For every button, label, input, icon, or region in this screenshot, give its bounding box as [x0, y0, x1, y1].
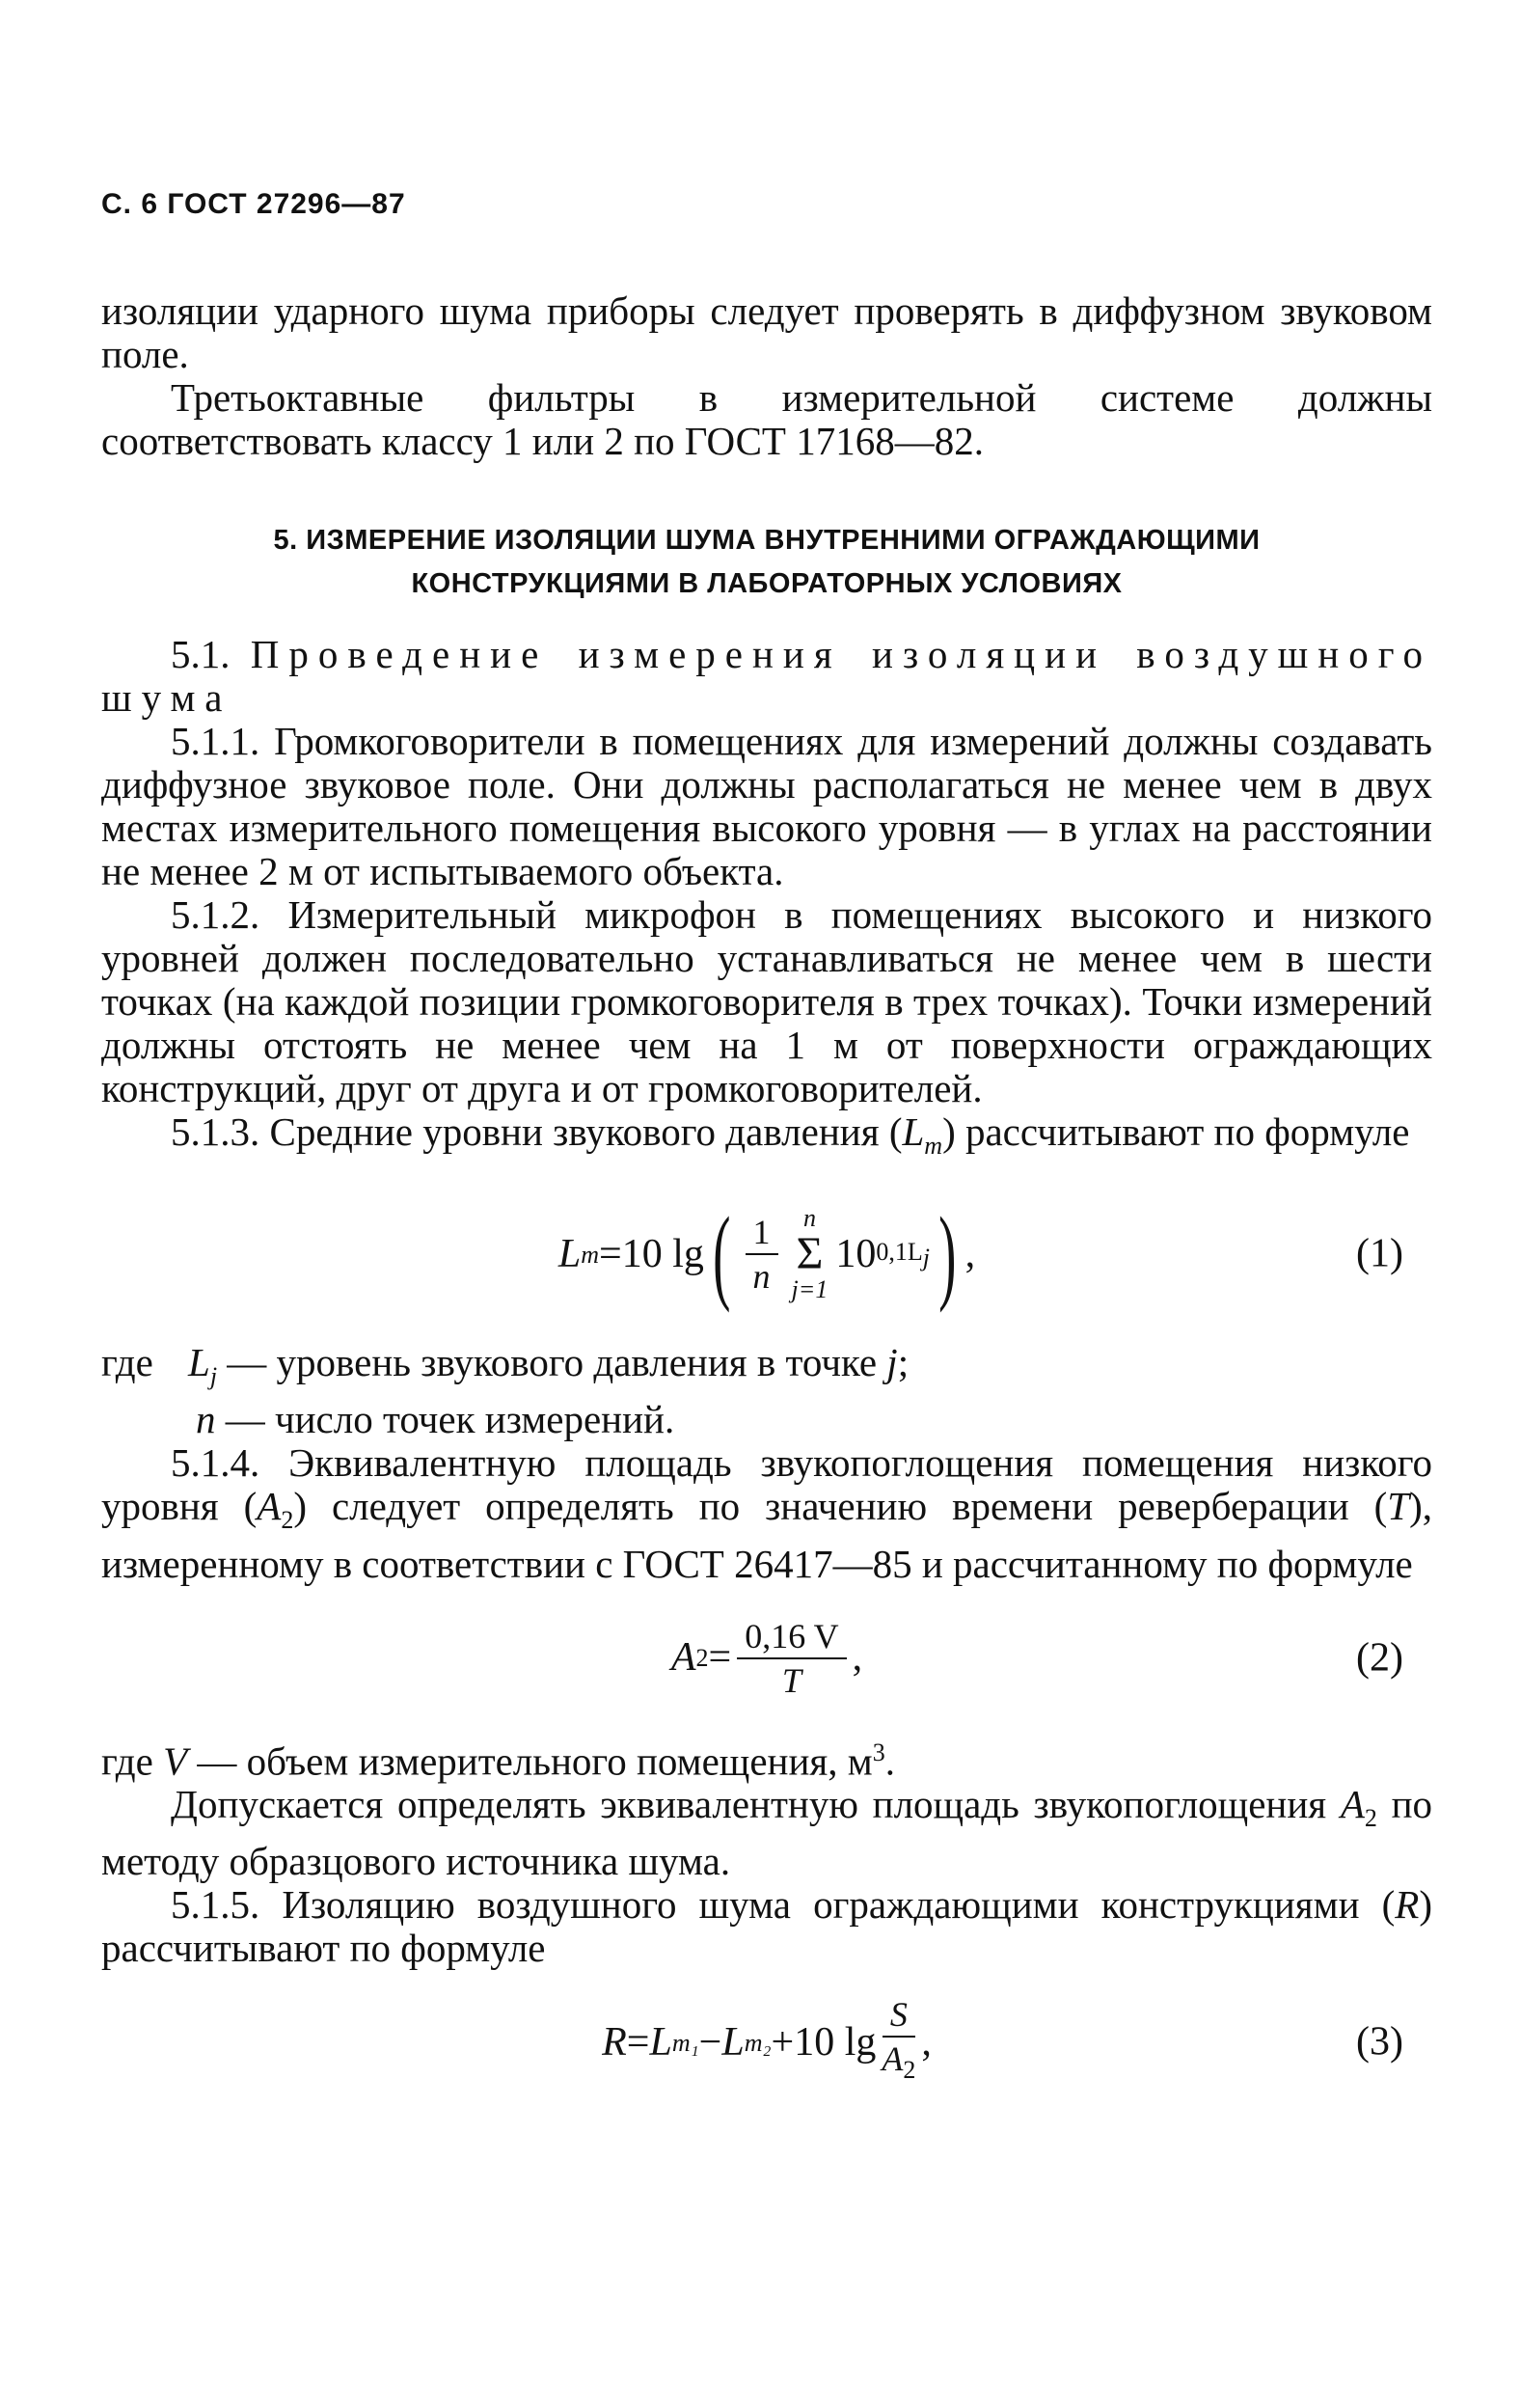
right-paren: )	[938, 1195, 957, 1314]
where-1: где $L_j$ — уровень звукового давления в точке j; n — число точек измерений.	[101, 1340, 910, 1442]
left-paren: (	[713, 1195, 731, 1314]
equation-3	[101, 1980, 1432, 2105]
equation-2-body: A 2 = $\frac{0,16 V}{T}$ ,	[670, 1616, 863, 1700]
equation-3-body: R = L m₁ − L m₂ +10 lg $\frac{S}{A_2}$ ,	[602, 1995, 932, 2090]
summation: n Σ j=1	[791, 1204, 828, 1304]
equation-1-number: (1)	[1356, 1231, 1403, 1276]
section-5-title-line1: 5. ИЗМЕРЕНИЕ ИЗОЛЯЦИИ ШУМА ВНУТРЕННИМИ ОГРАЖДАЮЩИМИ	[273, 525, 1261, 556]
clause-5-1-4: 5.1.4. Эквивалентную площадь звукопоглощения помещения низкого уровня $(A_2)$ следует определять по значению времени реверберации (T), измеренному в соответствии с ГОСТ 26417—85 и рассчитанному по формуле	[101, 1440, 1433, 1586]
section-5-title	[101, 519, 1432, 606]
body-text	[101, 289, 1432, 2115]
where-2: где V — объем измерительного помещения, $м^3$.	[101, 1738, 895, 1784]
section-5-title-line2: КОНСТРУКЦИЯМИ В ЛАБОРАТОРНЫХ УСЛОВИЯХ	[411, 568, 1123, 599]
clause-5-1-3: 5.1.3. Средние уровни звукового давления $(L_m)$ рассчитывают по формуле	[171, 1109, 1410, 1161]
subsection-5-1-title: Проведение измерения изоляции воздушного шума	[101, 632, 1432, 720]
clause-5-1-2: 5.1.2. Измерительный микрофон в помещениях высокого и низкого уровней должен последовательно устанавливаться не менее чем в шести точках (на каждой позиции громкоговорителя в трех точках). Точки измерений должны отстоять не менее чем на 1 м от поверхности ограждающих конструкций, друг от друга и от громкоговорителей.	[101, 892, 1432, 1110]
clause-5-1-5: 5.1.5. Изоляцию воздушного шума ограждающими конструкциями (R) рассчитывают по формуле	[101, 1882, 1432, 1971]
paragraph-filters: Третьоктавные фильтры в измерительной системе должны соответствовать классу 1 или 2 по ГОСТ 17168—82.	[101, 375, 1432, 463]
fraction-1-over-n: $\frac{1}{n}$	[746, 1213, 778, 1296]
running-head: С. 6 ГОСТ 27296—87	[101, 188, 406, 220]
paragraph-allowed: Допускается определять эквивалентную площадь звукопоглощения $A_2$ по методу образцового источника шума.	[101, 1782, 1433, 1884]
equation-2-number: (2)	[1356, 1635, 1403, 1681]
equation-1	[101, 1177, 1432, 1331]
paragraph-continuation: изоляции ударного шума приборы следует проверять в диффузном звуковом поле.	[101, 288, 1432, 376]
clause-5-1-1: 5.1.1. Громкоговорители в помещениях для измерений должны создавать диффузное звуковое поле. Они должны располагаться не менее чем в двух местах измерительного помещения высокого уровня — в углах на расстоянии не менее 2 м от испытываемого объекта.	[101, 719, 1432, 893]
equation-1-body: L m =10 lg ( $\frac{1}{n}$ n Σ j=1 10 $0,1L_j$ ) ,	[557, 1195, 976, 1314]
subsection-5-1-number: 5.1.	[171, 632, 231, 676]
equation-2	[101, 1596, 1432, 1721]
fraction-s-over-a2: $\frac{S}{A_2}$	[882, 1995, 916, 2085]
equation-3-number: (3)	[1356, 2019, 1403, 2065]
subsection-5-1-heading	[101, 633, 1432, 720]
fraction-0-16v-over-t: $\frac{0,16 V}{T}$	[737, 1617, 846, 1700]
